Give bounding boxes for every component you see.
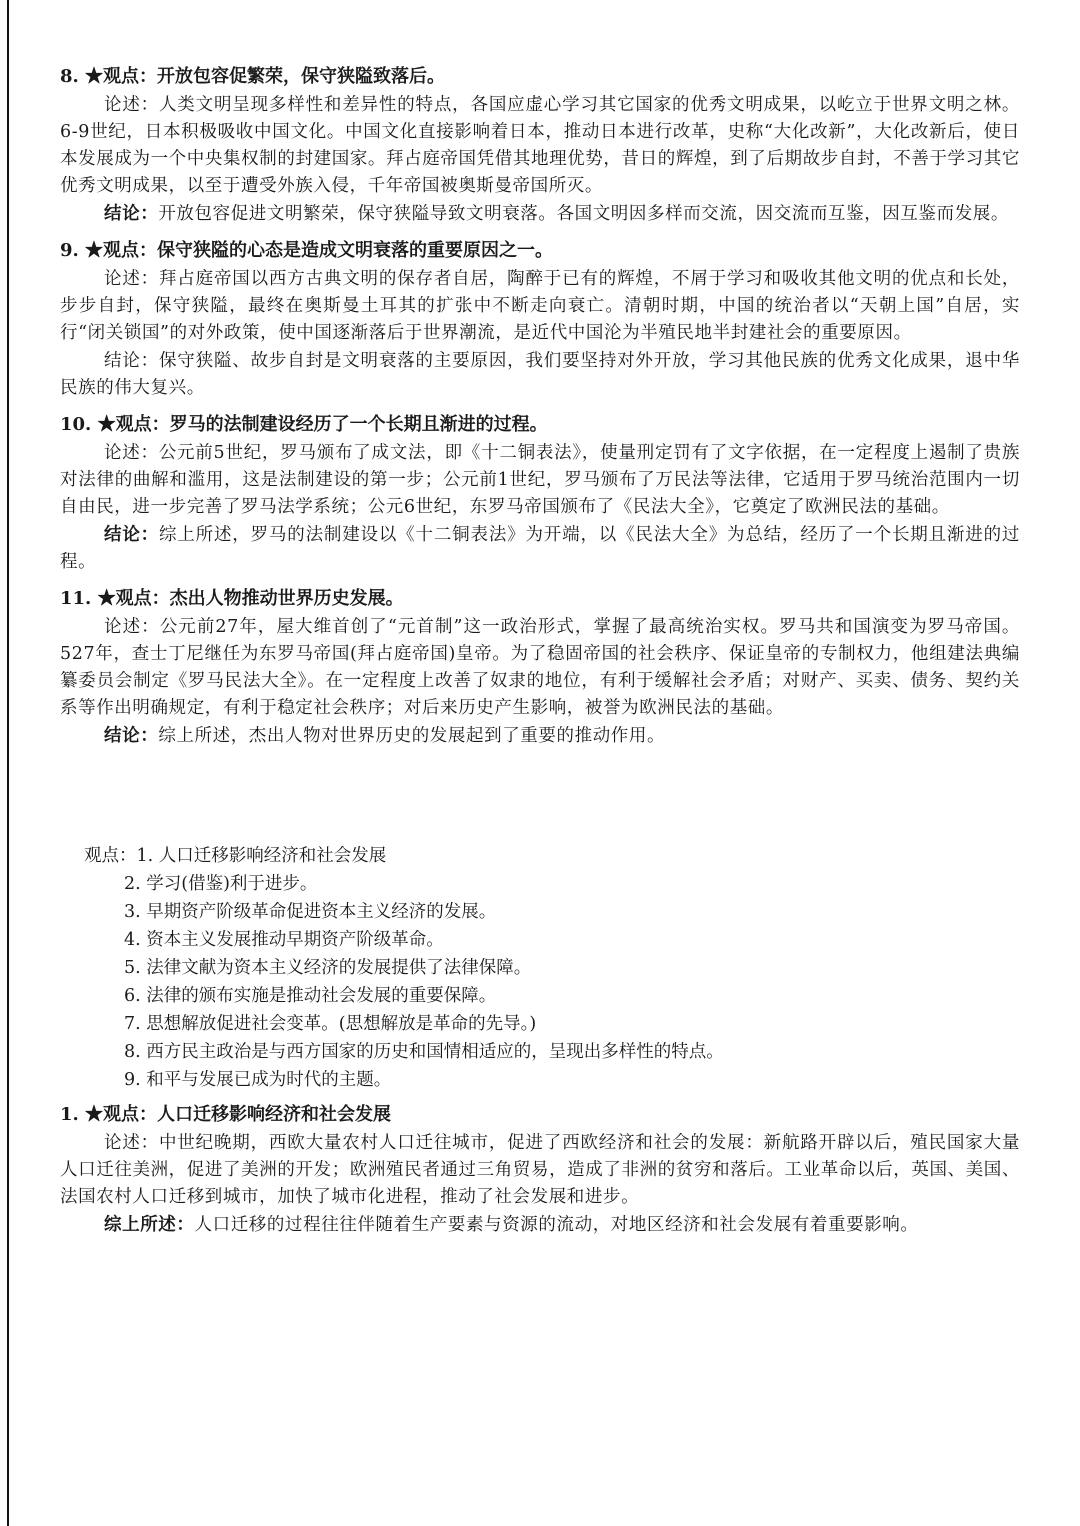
section-heading: 8. ★观点：开放包容促繁荣，保守狭隘致落后。 [60, 66, 446, 87]
viewpoint-list-item: 9. 和平与发展已成为时代的主题。 [124, 1070, 392, 1090]
section-heading: 11. ★观点：杰出人物推动世界历史发展。 [60, 588, 404, 609]
viewpoint-section-11 [60, 586, 1020, 750]
conclusion-label: 结论： [104, 351, 159, 371]
argument-text: 公元前27年，屋大维首创了“元首制”这一政治形式，掌握了最高统治实权。罗马共和国演变为罗马帝国。527年，查士丁尼继任为东罗马帝国(拜占庭帝国)皇帝。为了稳固帝国的社会秩序、保证皇帝的专制权力，他组建法典编纂委员会制定《罗马民法大全》。在一定程度上改善了奴隶的地位，有利于缓解社会矛盾；对财产、买卖、债务、契约关系等作出明确规定，有利于稳定社会秩序；对后来历史产生影响，被誉为欧洲民法的基础。 [60, 617, 1020, 718]
viewpoint-list-first-row [60, 842, 1020, 870]
conclusion-text: 人口迁移的过程往往伴随着生产要素与资源的流动，对地区经济和社会发展有着重要影响。 [194, 1215, 919, 1235]
conclusion-paragraph [60, 522, 1020, 576]
argument-paragraph [60, 440, 1020, 521]
argument-label: 论述： [104, 443, 159, 463]
argument-paragraph [60, 1130, 1020, 1211]
argument-paragraph [60, 92, 1020, 200]
viewpoint-list [60, 842, 1020, 1094]
conclusion-label: 结论： [104, 525, 159, 545]
section-heading: 9. ★观点：保守狭隘的心态是造成文明衰落的重要原因之一。 [60, 240, 554, 261]
viewpoint-list-item: 3. 早期资产阶级革命促进资本主义经济的发展。 [124, 902, 497, 922]
conclusion-text: 综上所述，罗马的法制建设以《十二铜表法》为开端，以《民法大全》为总结，经历了一个长期且渐进的过程。 [60, 525, 1020, 572]
viewpoint-list-item: 5. 法律文献为资本主义经济的发展提供了法律保障。 [124, 958, 532, 978]
viewpoint-section-9 [60, 238, 1020, 402]
section-heading: 10. ★观点：罗马的法制建设经历了一个长期且渐进的过程。 [60, 414, 548, 435]
conclusion-paragraph [60, 1212, 1020, 1239]
conclusion-text: 开放包容促进文明繁荣，保守狭隘导致文明衰落。各国文明因多样而交流，因交流而互鉴，因互鉴而发展。 [158, 204, 1010, 224]
conclusion-text: 综上所述，杰出人物对世界历史的发展起到了重要的推动作用。 [158, 726, 666, 746]
argument-paragraph [60, 614, 1020, 722]
conclusion-paragraph [60, 723, 1020, 750]
viewpoint-list-item: 7. 思想解放促进社会变革。(思想解放是革命的先导。) [124, 1014, 537, 1034]
conclusion-paragraph [60, 348, 1020, 402]
conclusion-label: 结论： [104, 726, 159, 746]
conclusion-paragraph [60, 201, 1020, 228]
conclusion-text: 保守狭隘、故步自封是文明衰落的主要原因，我们要坚持对外开放，学习其他民族的优秀文化成果，退中华民族的伟大复兴。 [60, 351, 1020, 398]
argument-text: 中世纪晚期，西欧大量农村人口迁往城市，促进了西欧经济和社会的发展：新航路开辟以后，殖民国家大量人口迁往美洲，促进了美洲的开发；欧洲殖民者通过三角贸易，造成了非洲的贫穷和落后。工业革命以后，英国、美国、法国农村人口迁移到城市，加快了城市化进程，推动了社会发展和进步。 [60, 1133, 1020, 1207]
viewpoint-section-10 [60, 412, 1020, 576]
viewpoint-section-8 [60, 64, 1020, 228]
conclusion-label: 综上所述： [104, 1215, 195, 1235]
argument-paragraph [60, 266, 1020, 347]
argument-label: 论述： [104, 617, 160, 637]
argument-label: 论述： [104, 95, 159, 115]
page-margin-line [7, 0, 9, 1526]
conclusion-label: 结论： [104, 204, 159, 224]
document-page [60, 64, 1020, 1249]
argument-label: 论述： [104, 1133, 159, 1153]
viewpoint-list-item: 2. 学习(借鉴)利于进步。 [124, 874, 318, 894]
viewpoint-list-item: 1. 人口迁移影响经济和社会发展 [136, 846, 387, 866]
section-heading: 1. ★观点：人口迁移影响经济和社会发展 [60, 1104, 392, 1125]
viewpoint-list-item: 4. 资本主义发展推动早期资产阶级革命。 [124, 930, 444, 950]
argument-text: 人类文明呈现多样性和差异性的特点，各国应虚心学习其它国家的优秀文明成果，以屹立于世界文明之林。6-9世纪，日本积极吸收中国文化。中国文化直接影响着日本，推动日本进行改革，史称“大化改新”，大化改新后，使日本发展成为一个中央集权制的封建国家。拜占庭帝国凭借其地理优势，昔日的辉煌，到了后期故步自封，不善于学习其它优秀文明成果，以至于遭受外族入侵，千年帝国被奥斯曼帝国所灭。 [60, 95, 1020, 196]
viewpoint-list-item: 8. 西方民主政治是与西方国家的历史和国情相适应的，呈现出多样性的特点。 [124, 1042, 724, 1062]
viewpoint-section-1 [60, 1102, 1020, 1239]
argument-text: 公元前5世纪，罗马颁布了成文法，即《十二铜表法》，使量刑定罚有了文字依据，在一定程度上遏制了贵族对法律的曲解和滥用，这是法制建设的第一步；公元前1世纪，罗马颁布了万民法等法律，它适用于罗马统治范围内一切自由民，进一步完善了罗马法学系统；公元6世纪，东罗马帝国颁布了《民法大全》，它奠定了欧洲民法的基础。 [60, 443, 1020, 517]
argument-text: 拜占庭帝国以西方古典文明的保存者自居，陶醉于已有的辉煌，不屑于学习和吸收其他文明的优点和长处，步步自封，保守狭隘，最终在奥斯曼土耳其的扩张中不断走向衰亡。清朝时期，中国的统治者以“天朝上国”自居，实行“闭关锁国”的对外政策，使中国逐渐落后于世界潮流，是近代中国沦为半殖民地半封建社会的重要原因。 [60, 269, 1020, 343]
argument-label: 论述： [104, 269, 159, 289]
viewpoint-list-item: 6. 法律的颁布实施是推动社会发展的重要保障。 [124, 986, 497, 1006]
viewpoint-list-label: 观点： [84, 846, 137, 866]
